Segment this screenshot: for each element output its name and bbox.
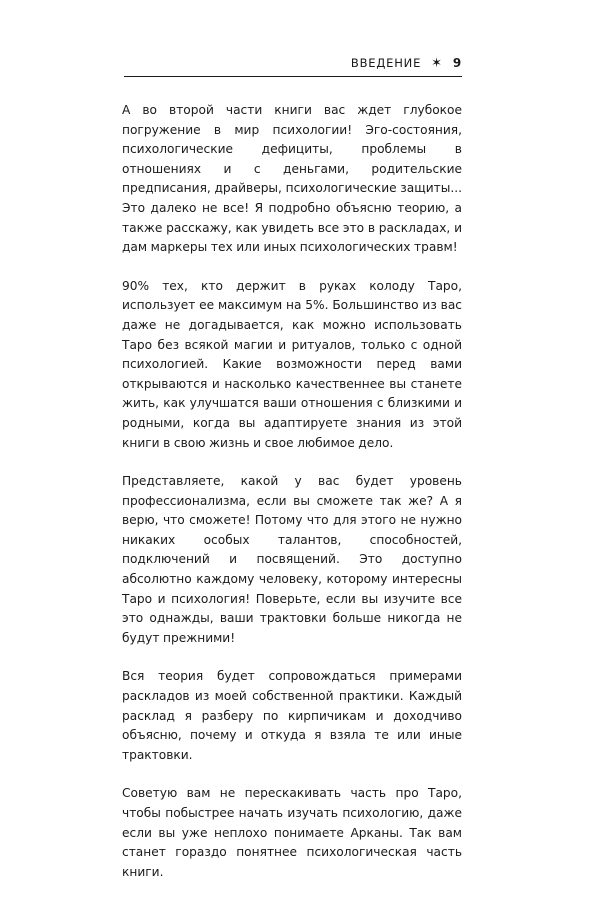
paragraph-2: 90% тех, кто держит в руках колоду Таро, использует ее максимум на 5%. Большинство из вас даже не догадывается, как можно использовать Таро без всякой магии и ритуалов, только с одной психологией. Какие возможности перед вами открываются и насколько качественнее вы станете жить, как улучшатся ваши отношения с близкими и родными, когда вы адаптируете знания из этой книги в свою жизнь и свое любимое дело. [122, 278, 462, 450]
paragraph-3: Представляете, какой у вас будет уровень профессионализма, если вы сможете так же? А я верю, что сможете! Потому что для этого не нужно никаких особых талантов, способностей, подключений и посвящений. Это доступно абсолютно каждому человеку, которому интересны Таро и психология! Поверьте, если вы изучите все это однажды, ваши трактовки больше никогда не будут прежними! [122, 474, 462, 645]
section-title: ВВЕДЕНИЕ [350, 56, 422, 70]
page-number: 9 [452, 56, 462, 70]
paragraph-4: Вся теория будет сопровождаться примерами раскладов из моей собственной практики. Каждый расклад я разберу по кирпичикам и доходчиво объясню, почему и откуда я взяла те или иные трактовки. [122, 669, 462, 762]
paragraph-5: Советую вам не перескакивать часть про Таро, чтобы побыстрее начать изучать психологию, даже если вы уже неплохо понимаете Арканы. Так вам станет гораздо понятнее психологическая часть книги. [122, 786, 462, 879]
running-head [351, 56, 462, 70]
body-text [122, 101, 462, 901]
star-separator-icon: ✶ [431, 55, 443, 71]
header-rule [124, 76, 462, 77]
paragraph-1: А во второй части книги вас ждет глубокое погружение в мир психологии! Эго-состояния, психологические дефициты, проблемы в отношениях и с деньгами, родительские предписания, драйверы, психологические защиты... Это далеко не все! Я подробно объясню теорию, а также расскажу, как увидеть все это в раскладах, и дам маркеры тех или иных психологических травм! [122, 103, 462, 255]
